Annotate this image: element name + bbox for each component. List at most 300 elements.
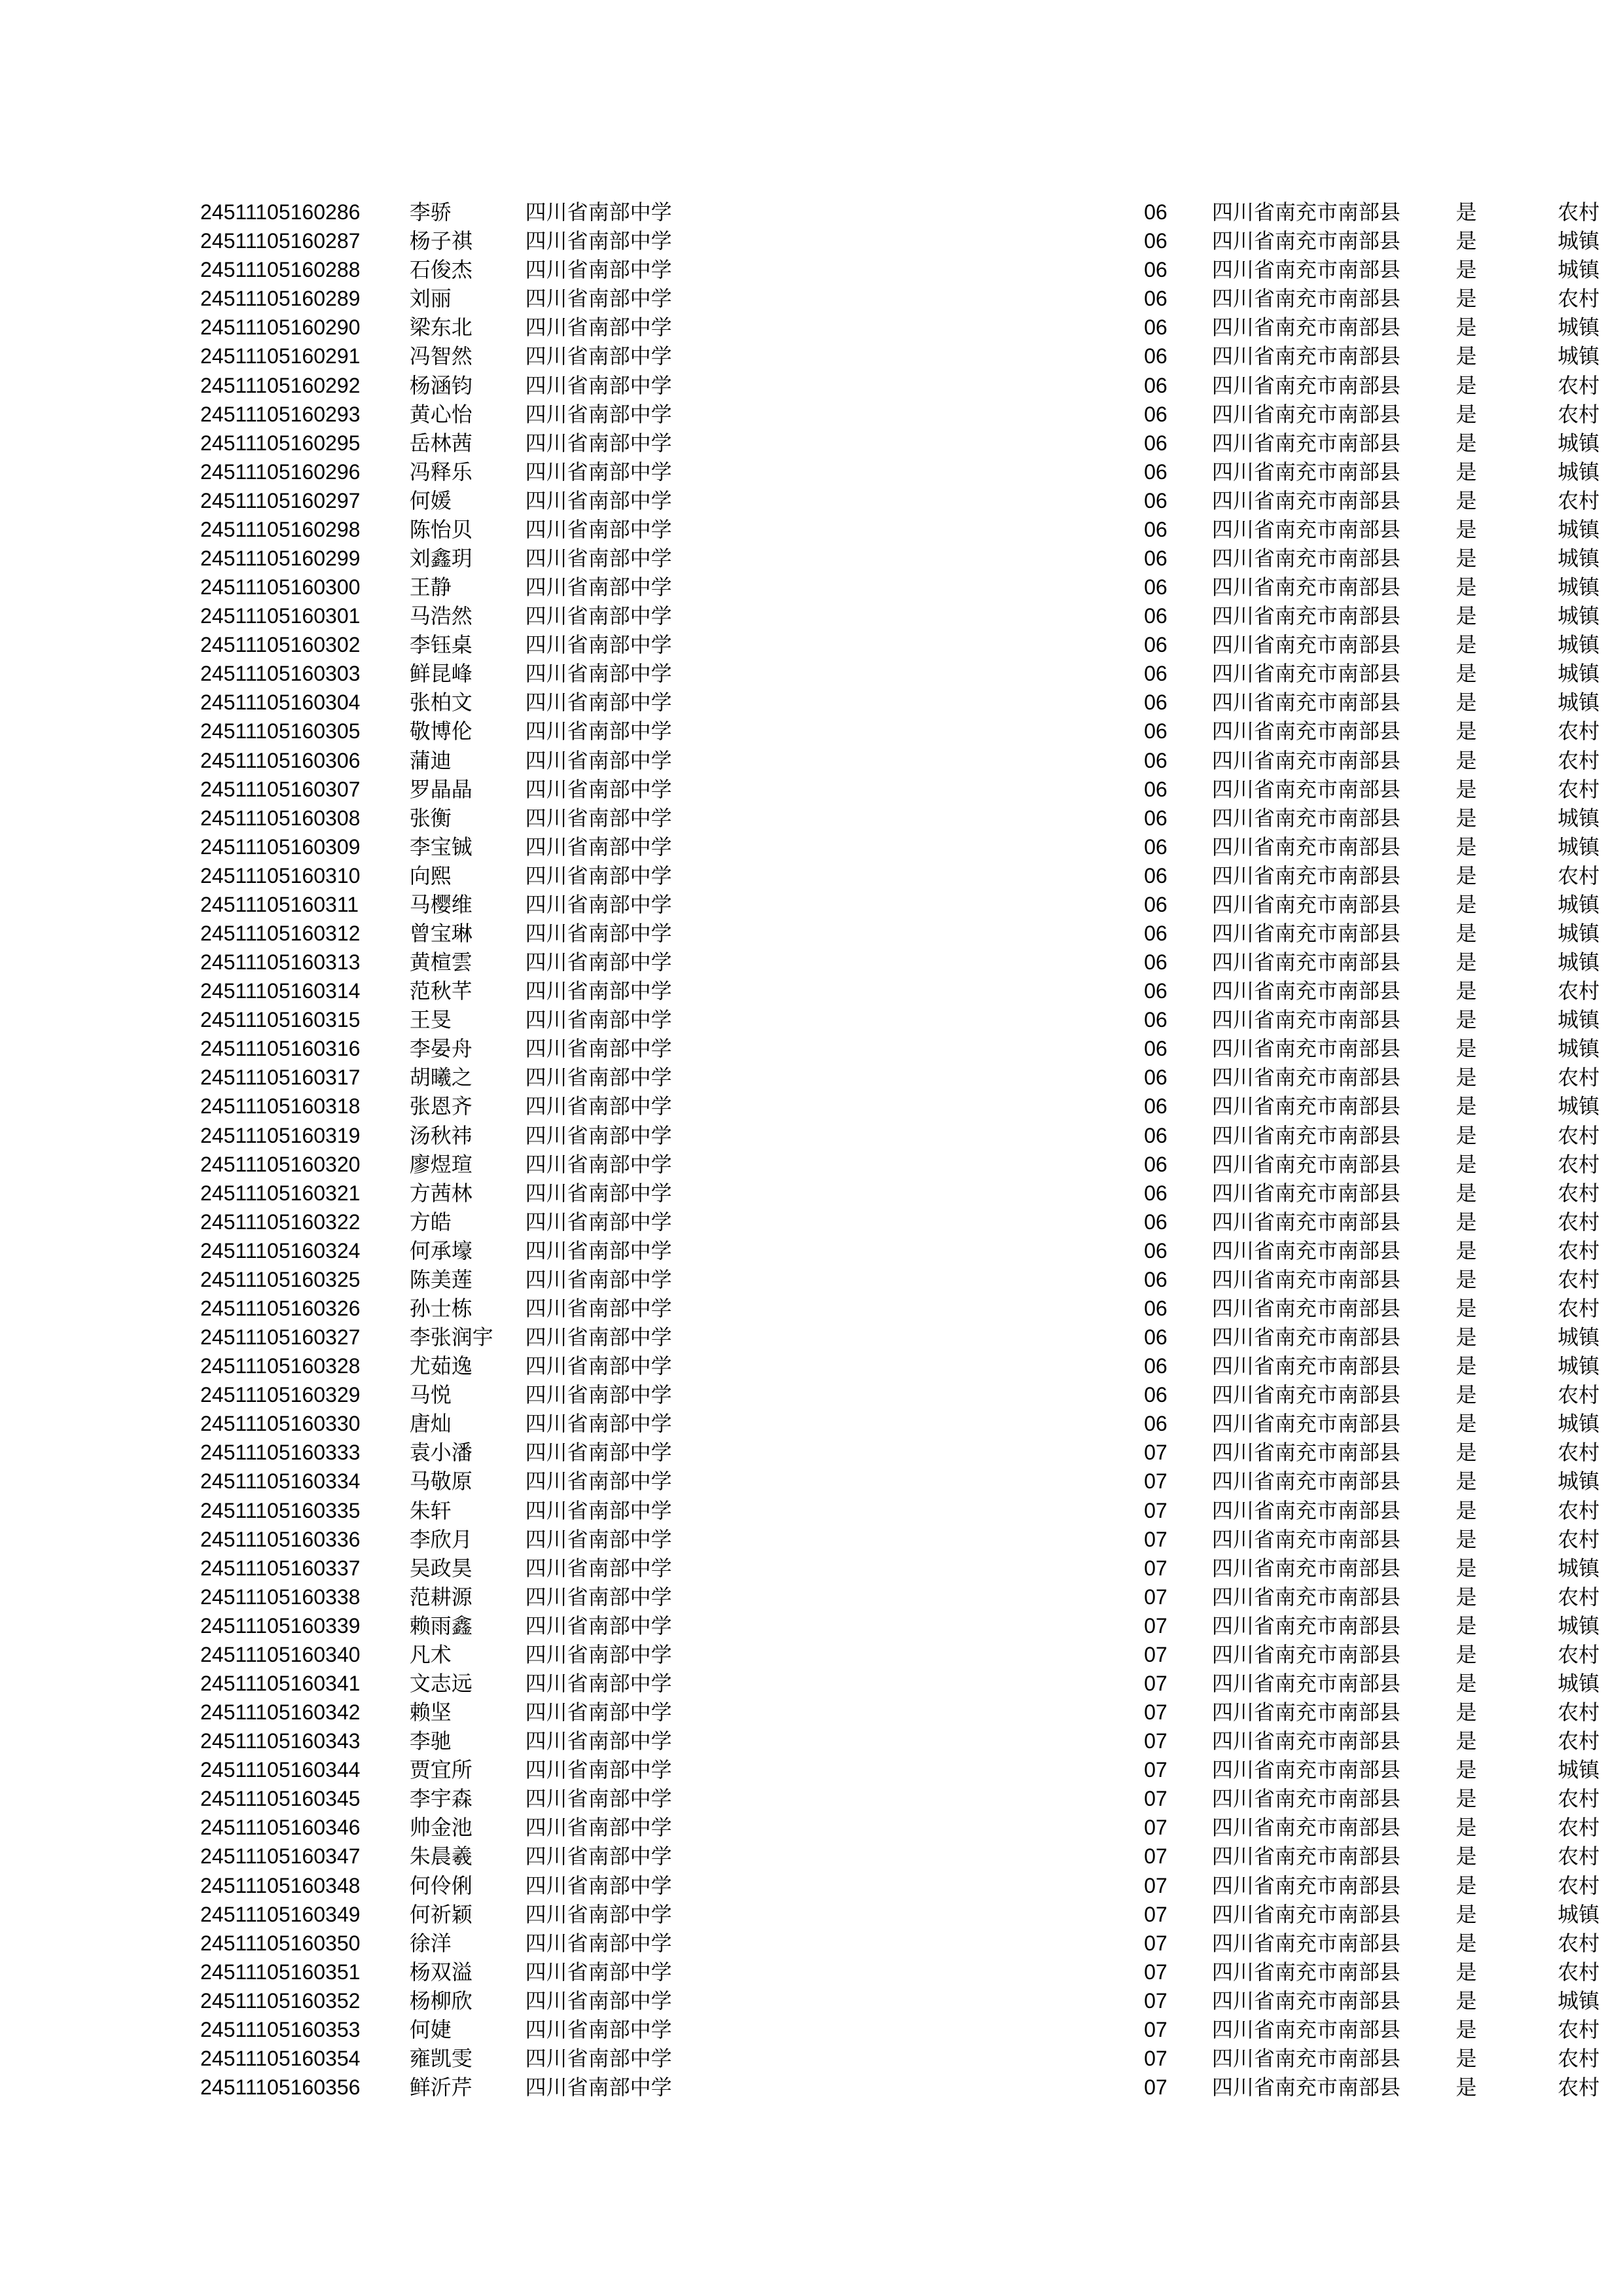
flag-cell: 是 [1455, 1930, 1477, 1956]
student-name-cell: 张柏文 [409, 690, 473, 715]
student-name-cell: 马悦 [409, 1382, 452, 1408]
region-cell: 四川省南充市南部县 [1211, 1209, 1400, 1234]
region-cell: 四川省南充市南部县 [1211, 950, 1400, 975]
student-id-cell: 24511105160296 [200, 459, 361, 484]
student-id-cell: 24511105160317 [200, 1066, 361, 1090]
region-cell: 四川省南充市南部县 [1211, 1036, 1400, 1062]
class-code-cell: 06 [1144, 1066, 1168, 1090]
student-name-cell: 赖坚 [409, 1700, 452, 1725]
school-cell: 四川省南部中学 [525, 1729, 672, 1754]
class-code-cell: 07 [1144, 2047, 1168, 2071]
student-id-cell: 24511105160287 [200, 229, 361, 253]
school-cell: 四川省南部中学 [525, 2075, 672, 2100]
class-code-cell: 07 [1144, 1873, 1168, 1897]
residence-type-cell: 农村 [1558, 1844, 1600, 1869]
student-name-cell: 胡曦之 [409, 1065, 473, 1090]
student-name-cell: 徐洋 [409, 1930, 452, 1956]
residence-type-cell: 城镇 [1558, 805, 1600, 831]
residence-type-cell: 城镇 [1558, 1036, 1600, 1062]
class-code-cell: 06 [1144, 1325, 1168, 1350]
school-cell: 四川省南部中学 [525, 1526, 672, 1552]
student-name-cell: 吴政昊 [409, 1555, 473, 1581]
class-code-cell: 06 [1144, 1094, 1168, 1119]
class-code-cell: 06 [1144, 748, 1168, 772]
region-cell: 四川省南充市南部县 [1211, 1411, 1400, 1437]
flag-cell: 是 [1455, 401, 1477, 427]
region-cell: 四川省南充市南部县 [1211, 632, 1400, 658]
student-id-cell: 24511105160327 [200, 1325, 361, 1350]
residence-type-cell: 城镇 [1558, 920, 1600, 946]
flag-cell: 是 [1455, 1786, 1477, 1812]
student-name-cell: 何媛 [409, 488, 452, 513]
class-code-cell: 06 [1144, 315, 1168, 340]
school-cell: 四川省南部中学 [525, 1180, 672, 1206]
class-code-cell: 06 [1144, 633, 1168, 657]
residence-type-cell: 城镇 [1558, 1555, 1600, 1581]
residence-type-cell: 城镇 [1558, 1613, 1600, 1638]
student-name-cell: 王静 [409, 575, 452, 600]
region-cell: 四川省南充市南部县 [1211, 1613, 1400, 1638]
flag-cell: 是 [1455, 776, 1477, 802]
table-row [200, 2015, 1623, 2044]
school-cell: 四川省南部中学 [525, 430, 672, 456]
residence-type-cell: 城镇 [1558, 1757, 1600, 1783]
student-name-cell: 杨柳欣 [409, 1988, 473, 2013]
student-id-cell: 24511105160329 [200, 1383, 361, 1407]
residence-type-cell: 城镇 [1558, 545, 1600, 571]
school-cell: 四川省南部中学 [525, 1325, 672, 1350]
class-code-cell: 07 [1144, 1642, 1168, 1666]
flag-cell: 是 [1455, 1526, 1477, 1552]
flag-cell: 是 [1455, 1266, 1477, 1292]
class-code-cell: 07 [1144, 1960, 1168, 1984]
student-id-cell: 24511105160348 [200, 1873, 361, 1897]
residence-type-cell: 农村 [1558, 200, 1600, 225]
region-cell: 四川省南充市南部县 [1211, 315, 1400, 340]
table-row [200, 1842, 1623, 1871]
class-code-cell: 06 [1144, 1210, 1168, 1234]
student-id-cell: 24511105160304 [200, 691, 361, 715]
student-name-cell: 何伶俐 [409, 1873, 473, 1898]
flag-cell: 是 [1455, 372, 1477, 398]
flag-cell: 是 [1455, 1296, 1477, 1321]
table-row [200, 1121, 1623, 1150]
residence-type-cell: 城镇 [1558, 891, 1600, 917]
class-code-cell: 06 [1144, 979, 1168, 1003]
table-row [200, 948, 1623, 977]
table-row [200, 284, 1623, 313]
residence-type-cell: 农村 [1558, 2046, 1600, 2072]
school-cell: 四川省南部中学 [525, 978, 672, 1004]
region-cell: 四川省南充市南部县 [1211, 978, 1400, 1004]
table-row [200, 255, 1623, 284]
school-cell: 四川省南部中学 [525, 891, 672, 917]
school-cell: 四川省南部中学 [525, 1065, 672, 1090]
class-code-cell: 07 [1144, 1787, 1168, 1811]
table-row [200, 1669, 1623, 1698]
student-name-cell: 鲜昆峰 [409, 661, 473, 687]
table-row [200, 833, 1623, 861]
table-row [200, 1150, 1623, 1179]
region-cell: 四川省南充市南部县 [1211, 1671, 1400, 1696]
flag-cell: 是 [1455, 1122, 1477, 1148]
region-cell: 四川省南充市南部县 [1211, 661, 1400, 687]
class-code-cell: 06 [1144, 834, 1168, 859]
student-name-cell: 梁东北 [409, 315, 473, 340]
flag-cell: 是 [1455, 1440, 1477, 1465]
student-name-cell: 黄楦雲 [409, 950, 473, 975]
flag-cell: 是 [1455, 747, 1477, 773]
residence-type-cell: 城镇 [1558, 1671, 1600, 1696]
residence-type-cell: 农村 [1558, 1526, 1600, 1552]
student-name-cell: 陈美莲 [409, 1266, 473, 1292]
class-code-cell: 06 [1144, 604, 1168, 628]
residence-type-cell: 城镇 [1558, 1354, 1600, 1379]
class-code-cell: 06 [1144, 258, 1168, 282]
region-cell: 四川省南充市南部县 [1211, 1266, 1400, 1292]
flag-cell: 是 [1455, 545, 1477, 571]
student-id-cell: 24511105160347 [200, 1844, 361, 1869]
table-row [200, 370, 1623, 399]
school-cell: 四川省南部中学 [525, 776, 672, 802]
student-id-cell: 24511105160330 [200, 1412, 361, 1436]
class-code-cell: 07 [1144, 1613, 1168, 1638]
class-code-cell: 07 [1144, 1700, 1168, 1725]
school-cell: 四川省南部中学 [525, 1844, 672, 1869]
school-cell: 四川省南部中学 [525, 920, 672, 946]
student-name-cell: 张衡 [409, 805, 452, 831]
region-cell: 四川省南充市南部县 [1211, 1729, 1400, 1754]
school-cell: 四川省南部中学 [525, 1036, 672, 1062]
flag-cell: 是 [1455, 430, 1477, 456]
table-row [200, 1611, 1623, 1640]
student-id-cell: 24511105160300 [200, 575, 361, 600]
region-cell: 四川省南充市南部县 [1211, 286, 1400, 312]
residence-type-cell: 农村 [1558, 1440, 1600, 1465]
table-row [200, 1092, 1623, 1121]
flag-cell: 是 [1455, 1325, 1477, 1350]
flag-cell: 是 [1455, 1238, 1477, 1263]
table-row [200, 1265, 1623, 1294]
school-cell: 四川省南部中学 [525, 632, 672, 658]
table-row [200, 2073, 1623, 2102]
table-row [200, 1208, 1623, 1236]
flag-cell: 是 [1455, 1036, 1477, 1062]
student-id-cell: 24511105160341 [200, 1672, 361, 1696]
table-row [200, 659, 1623, 688]
flag-cell: 是 [1455, 863, 1477, 888]
flag-cell: 是 [1455, 632, 1477, 658]
residence-type-cell: 农村 [1558, 1065, 1600, 1090]
school-cell: 四川省南部中学 [525, 1094, 672, 1119]
table-row [200, 1294, 1623, 1323]
residence-type-cell: 城镇 [1558, 315, 1600, 340]
student-id-cell: 24511105160291 [200, 344, 361, 368]
region-cell: 四川省南充市南部县 [1211, 1988, 1400, 2013]
region-cell: 四川省南充市南部县 [1211, 603, 1400, 629]
region-cell: 四川省南充市南部县 [1211, 747, 1400, 773]
student-name-cell: 帅金池 [409, 1815, 473, 1840]
student-id-cell: 24511105160301 [200, 604, 361, 628]
flag-cell: 是 [1455, 459, 1477, 484]
class-code-cell: 07 [1144, 1469, 1168, 1494]
flag-cell: 是 [1455, 1151, 1477, 1177]
class-code-cell: 06 [1144, 950, 1168, 975]
student-name-cell: 石俊杰 [409, 257, 473, 283]
flag-cell: 是 [1455, 1555, 1477, 1581]
school-cell: 四川省南部中学 [525, 1151, 672, 1177]
flag-cell: 是 [1455, 920, 1477, 946]
table-row [200, 313, 1623, 342]
school-cell: 四川省南部中学 [525, 545, 672, 571]
flag-cell: 是 [1455, 1873, 1477, 1898]
student-id-cell: 24511105160337 [200, 1556, 361, 1580]
school-cell: 四川省南部中学 [525, 488, 672, 513]
flag-cell: 是 [1455, 257, 1477, 283]
region-cell: 四川省南充市南部县 [1211, 1901, 1400, 1927]
residence-type-cell: 农村 [1558, 372, 1600, 398]
region-cell: 四川省南充市南部县 [1211, 1065, 1400, 1090]
table-row [200, 1640, 1623, 1669]
region-cell: 四川省南充市南部县 [1211, 344, 1400, 369]
student-name-cell: 马浩然 [409, 603, 473, 629]
residence-type-cell: 城镇 [1558, 1325, 1600, 1350]
student-name-cell: 蒲迪 [409, 747, 452, 773]
region-cell: 四川省南充市南部县 [1211, 690, 1400, 715]
student-id-cell: 24511105160310 [200, 863, 361, 888]
region-cell: 四川省南充市南部县 [1211, 1555, 1400, 1581]
class-code-cell: 06 [1144, 344, 1168, 368]
region-cell: 四川省南充市南部县 [1211, 1526, 1400, 1552]
region-cell: 四川省南充市南部县 [1211, 1354, 1400, 1379]
table-row [200, 1900, 1623, 1929]
region-cell: 四川省南充市南部县 [1211, 200, 1400, 225]
residence-type-cell: 农村 [1558, 1209, 1600, 1234]
student-id-cell: 24511105160299 [200, 546, 361, 570]
flag-cell: 是 [1455, 2046, 1477, 2072]
residence-type-cell: 农村 [1558, 1296, 1600, 1321]
student-id-cell: 24511105160305 [200, 719, 361, 744]
school-cell: 四川省南部中学 [525, 228, 672, 254]
school-cell: 四川省南部中学 [525, 834, 672, 859]
class-code-cell: 07 [1144, 1672, 1168, 1696]
region-cell: 四川省南充市南部县 [1211, 1641, 1400, 1667]
student-name-cell: 岳林茜 [409, 430, 473, 456]
residence-type-cell: 农村 [1558, 1729, 1600, 1754]
student-name-cell: 范秋芊 [409, 978, 473, 1004]
residence-type-cell: 城镇 [1558, 228, 1600, 254]
student-name-cell: 贾宜所 [409, 1757, 473, 1783]
class-code-cell: 07 [1144, 2017, 1168, 2041]
student-id-cell: 24511105160352 [200, 1988, 361, 2013]
school-cell: 四川省南部中学 [525, 805, 672, 831]
student-name-cell: 张恩齐 [409, 1094, 473, 1119]
student-name-cell: 文志远 [409, 1671, 473, 1696]
region-cell: 四川省南充市南部县 [1211, 1815, 1400, 1840]
residence-type-cell: 城镇 [1558, 1901, 1600, 1927]
school-cell: 四川省南部中学 [525, 1641, 672, 1667]
region-cell: 四川省南充市南部县 [1211, 430, 1400, 456]
region-cell: 四川省南充市南部县 [1211, 1151, 1400, 1177]
table-row [200, 1179, 1623, 1208]
student-name-cell: 李晏舟 [409, 1036, 473, 1062]
region-cell: 四川省南充市南部县 [1211, 776, 1400, 802]
residence-type-cell: 农村 [1558, 1151, 1600, 1177]
table-row [200, 977, 1623, 1005]
flag-cell: 是 [1455, 603, 1477, 629]
region-cell: 四川省南充市南部县 [1211, 920, 1400, 946]
residence-type-cell: 农村 [1558, 978, 1600, 1004]
flag-cell: 是 [1455, 834, 1477, 859]
school-cell: 四川省南部中学 [525, 1873, 672, 1898]
residence-type-cell: 农村 [1558, 1266, 1600, 1292]
residence-type-cell: 农村 [1558, 1641, 1600, 1667]
table-row [200, 1005, 1623, 1034]
student-name-cell: 曾宝琳 [409, 920, 473, 946]
flag-cell: 是 [1455, 1901, 1477, 1927]
student-id-cell: 24511105160297 [200, 488, 361, 512]
student-name-cell: 李驰 [409, 1729, 452, 1754]
class-code-cell: 06 [1144, 287, 1168, 311]
flag-cell: 是 [1455, 805, 1477, 831]
residence-type-cell: 农村 [1558, 1815, 1600, 1840]
school-cell: 四川省南部中学 [525, 372, 672, 398]
region-cell: 四川省南充市南部县 [1211, 1584, 1400, 1609]
table-row [200, 688, 1623, 717]
student-name-cell: 马樱维 [409, 891, 473, 917]
school-cell: 四川省南部中学 [525, 344, 672, 369]
school-cell: 四川省南部中学 [525, 575, 672, 600]
residence-type-cell: 城镇 [1558, 459, 1600, 484]
region-cell: 四川省南充市南部县 [1211, 488, 1400, 513]
residence-type-cell: 城镇 [1558, 834, 1600, 859]
school-cell: 四川省南部中学 [525, 257, 672, 283]
region-cell: 四川省南充市南部县 [1211, 1382, 1400, 1408]
flag-cell: 是 [1455, 661, 1477, 687]
school-cell: 四川省南部中学 [525, 603, 672, 629]
table-row [200, 1929, 1623, 1958]
table-row [200, 544, 1623, 573]
flag-cell: 是 [1455, 1469, 1477, 1494]
class-code-cell: 07 [1144, 1527, 1168, 1551]
student-name-cell: 马敬原 [409, 1469, 473, 1494]
residence-type-cell: 城镇 [1558, 661, 1600, 687]
flag-cell: 是 [1455, 891, 1477, 917]
flag-cell: 是 [1455, 1094, 1477, 1119]
student-id-cell: 24511105160303 [200, 662, 361, 686]
table-row [200, 1784, 1623, 1813]
region-cell: 四川省南充市南部县 [1211, 516, 1400, 542]
class-code-cell: 07 [1144, 1988, 1168, 2013]
school-cell: 四川省南部中学 [525, 1411, 672, 1437]
student-id-cell: 24511105160302 [200, 633, 361, 657]
flag-cell: 是 [1455, 344, 1477, 369]
student-name-cell: 尤茹逸 [409, 1354, 473, 1379]
student-id-cell: 24511105160345 [200, 1787, 361, 1811]
region-cell: 四川省南充市南部县 [1211, 1844, 1400, 1869]
flag-cell: 是 [1455, 200, 1477, 225]
class-code-cell: 06 [1144, 691, 1168, 715]
region-cell: 四川省南充市南部县 [1211, 1122, 1400, 1148]
student-name-cell: 王旻 [409, 1007, 452, 1033]
school-cell: 四川省南部中学 [525, 1815, 672, 1840]
school-cell: 四川省南部中学 [525, 1007, 672, 1033]
student-id-cell: 24511105160313 [200, 950, 361, 975]
student-id-cell: 24511105160308 [200, 806, 361, 830]
flag-cell: 是 [1455, 1641, 1477, 1667]
flag-cell: 是 [1455, 488, 1477, 513]
student-id-cell: 24511105160338 [200, 1585, 361, 1609]
class-code-cell: 06 [1144, 402, 1168, 426]
class-code-cell: 06 [1144, 1152, 1168, 1176]
class-code-cell: 06 [1144, 777, 1168, 801]
table-row [200, 515, 1623, 544]
student-name-cell: 凡术 [409, 1641, 452, 1667]
class-code-cell: 06 [1144, 1297, 1168, 1320]
region-cell: 四川省南充市南部县 [1211, 1440, 1400, 1465]
region-cell: 四川省南充市南部县 [1211, 1296, 1400, 1321]
residence-type-cell: 城镇 [1558, 1411, 1600, 1437]
school-cell: 四川省南部中学 [525, 661, 672, 687]
table-row [200, 1438, 1623, 1467]
flag-cell: 是 [1455, 1700, 1477, 1725]
student-name-cell: 黄心怡 [409, 401, 473, 427]
table-row [200, 717, 1623, 745]
school-cell: 四川省南部中学 [525, 1440, 672, 1465]
school-cell: 四川省南部中学 [525, 1757, 672, 1783]
class-code-cell: 06 [1144, 1037, 1168, 1061]
residence-type-cell: 城镇 [1558, 575, 1600, 600]
class-code-cell: 07 [1144, 1758, 1168, 1782]
table-row [200, 1986, 1623, 2015]
region-cell: 四川省南充市南部县 [1211, 2046, 1400, 2072]
school-cell: 四川省南部中学 [525, 1209, 672, 1234]
student-name-cell: 朱晨羲 [409, 1844, 473, 1869]
table-row [200, 601, 1623, 630]
flag-cell: 是 [1455, 719, 1477, 744]
table-row [200, 457, 1623, 486]
table-row [200, 1698, 1623, 1727]
student-name-cell: 罗晶晶 [409, 776, 473, 802]
school-cell: 四川省南部中学 [525, 200, 672, 225]
student-name-cell: 唐灿 [409, 1411, 452, 1437]
table-row [200, 573, 1623, 601]
region-cell: 四川省南充市南部县 [1211, 891, 1400, 917]
student-name-cell: 何承壕 [409, 1238, 473, 1263]
student-name-cell: 李宇森 [409, 1786, 473, 1812]
flag-cell: 是 [1455, 315, 1477, 340]
student-id-cell: 24511105160350 [200, 1931, 361, 1955]
class-code-cell: 06 [1144, 921, 1168, 945]
region-cell: 四川省南充市南部县 [1211, 1238, 1400, 1263]
school-cell: 四川省南部中学 [525, 1354, 672, 1379]
region-cell: 四川省南充市南部县 [1211, 1873, 1400, 1898]
student-name-cell: 范耕源 [409, 1584, 473, 1609]
student-id-cell: 24511105160343 [200, 1729, 361, 1753]
residence-type-cell: 农村 [1558, 1122, 1600, 1148]
school-cell: 四川省南部中学 [525, 1266, 672, 1292]
flag-cell: 是 [1455, 1498, 1477, 1523]
student-roster-table [200, 198, 1623, 2102]
school-cell: 四川省南部中学 [525, 1122, 672, 1148]
flag-cell: 是 [1455, 1815, 1477, 1840]
region-cell: 四川省南充市南部县 [1211, 863, 1400, 888]
roster-body [200, 198, 1623, 2102]
class-code-cell: 06 [1144, 662, 1168, 686]
student-id-cell: 24511105160333 [200, 1441, 361, 1465]
student-id-cell: 24511105160353 [200, 2017, 361, 2041]
table-row [200, 400, 1623, 429]
